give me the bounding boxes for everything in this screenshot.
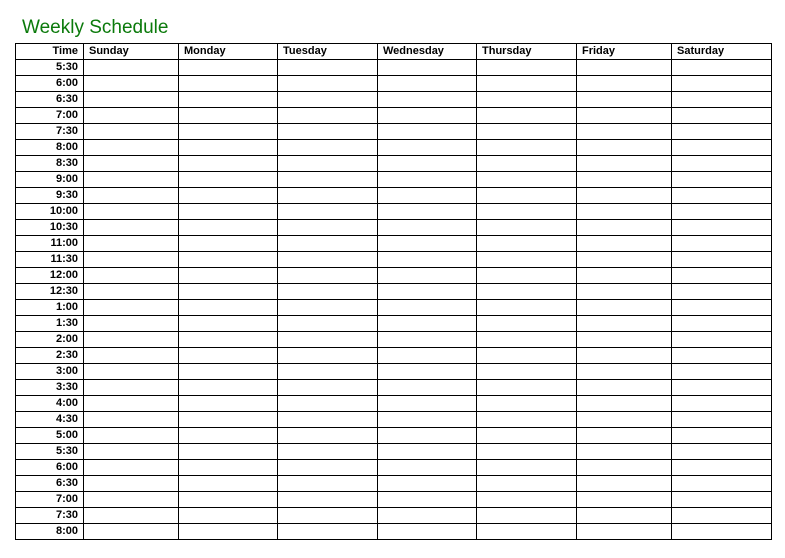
slot-cell-sunday[interactable] bbox=[84, 348, 179, 364]
slot-cell-thursday[interactable] bbox=[477, 492, 577, 508]
table-row bbox=[16, 412, 772, 428]
slot-cell-thursday[interactable] bbox=[477, 444, 577, 460]
table-row bbox=[16, 524, 772, 540]
time-label: 9:30 bbox=[16, 188, 84, 204]
slot-cell-monday[interactable] bbox=[179, 140, 278, 156]
slot-cell-saturday[interactable] bbox=[672, 268, 772, 284]
slot-cell-monday[interactable] bbox=[179, 172, 278, 188]
time-label: 6:00 bbox=[16, 460, 84, 476]
slot-cell-wednesday[interactable] bbox=[378, 220, 477, 236]
time-label: 7:30 bbox=[16, 508, 84, 524]
table-row bbox=[16, 204, 772, 220]
slot-cell-monday[interactable] bbox=[179, 508, 278, 524]
slot-cell-monday[interactable] bbox=[179, 332, 278, 348]
slot-cell-thursday[interactable] bbox=[477, 108, 577, 124]
slot-cell-sunday[interactable] bbox=[84, 124, 179, 140]
slot-cell-saturday[interactable] bbox=[672, 204, 772, 220]
slot-cell-tuesday[interactable] bbox=[278, 332, 378, 348]
table-row bbox=[16, 92, 772, 108]
slot-cell-saturday[interactable] bbox=[672, 476, 772, 492]
slot-cell-monday[interactable] bbox=[179, 364, 278, 380]
slot-cell-saturday[interactable] bbox=[672, 108, 772, 124]
table-row bbox=[16, 508, 772, 524]
slot-cell-wednesday[interactable] bbox=[378, 380, 477, 396]
slot-cell-friday[interactable] bbox=[577, 396, 672, 412]
slot-cell-tuesday[interactable] bbox=[278, 236, 378, 252]
slot-cell-saturday[interactable] bbox=[672, 508, 772, 524]
slot-cell-tuesday[interactable] bbox=[278, 188, 378, 204]
slot-cell-thursday[interactable] bbox=[477, 428, 577, 444]
time-label: 5:30 bbox=[16, 444, 84, 460]
slot-cell-sunday[interactable] bbox=[84, 444, 179, 460]
slot-cell-thursday[interactable] bbox=[477, 252, 577, 268]
slot-cell-monday[interactable] bbox=[179, 284, 278, 300]
table-row bbox=[16, 460, 772, 476]
weekly-schedule-table bbox=[15, 43, 772, 540]
slot-cell-tuesday[interactable] bbox=[278, 380, 378, 396]
slot-cell-thursday[interactable] bbox=[477, 412, 577, 428]
slot-cell-sunday[interactable] bbox=[84, 204, 179, 220]
slot-cell-saturday[interactable] bbox=[672, 460, 772, 476]
day-header-thursday: Thursday bbox=[477, 44, 577, 60]
slot-cell-friday[interactable] bbox=[577, 140, 672, 156]
slot-cell-wednesday[interactable] bbox=[378, 92, 477, 108]
time-label: 12:30 bbox=[16, 284, 84, 300]
slot-cell-friday[interactable] bbox=[577, 508, 672, 524]
slot-cell-friday[interactable] bbox=[577, 172, 672, 188]
table-row bbox=[16, 76, 772, 92]
slot-cell-monday[interactable] bbox=[179, 428, 278, 444]
slot-cell-thursday[interactable] bbox=[477, 60, 577, 76]
slot-cell-friday[interactable] bbox=[577, 220, 672, 236]
slot-cell-thursday[interactable] bbox=[477, 300, 577, 316]
slot-cell-tuesday[interactable] bbox=[278, 444, 378, 460]
slot-cell-saturday[interactable] bbox=[672, 60, 772, 76]
slot-cell-wednesday[interactable] bbox=[378, 492, 477, 508]
slot-cell-saturday[interactable] bbox=[672, 364, 772, 380]
table-row bbox=[16, 220, 772, 236]
slot-cell-wednesday[interactable] bbox=[378, 108, 477, 124]
slot-cell-sunday[interactable] bbox=[84, 316, 179, 332]
slot-cell-wednesday[interactable] bbox=[378, 508, 477, 524]
slot-cell-tuesday[interactable] bbox=[278, 476, 378, 492]
slot-cell-monday[interactable] bbox=[179, 236, 278, 252]
slot-cell-wednesday[interactable] bbox=[378, 76, 477, 92]
slot-cell-sunday[interactable] bbox=[84, 284, 179, 300]
slot-cell-sunday[interactable] bbox=[84, 60, 179, 76]
slot-cell-friday[interactable] bbox=[577, 332, 672, 348]
day-header-friday: Friday bbox=[577, 44, 672, 60]
table-row bbox=[16, 316, 772, 332]
time-label: 3:00 bbox=[16, 364, 84, 380]
slot-cell-monday[interactable] bbox=[179, 156, 278, 172]
time-label: 4:00 bbox=[16, 396, 84, 412]
slot-cell-wednesday[interactable] bbox=[378, 428, 477, 444]
table-row bbox=[16, 396, 772, 412]
slot-cell-wednesday[interactable] bbox=[378, 188, 477, 204]
slot-cell-saturday[interactable] bbox=[672, 444, 772, 460]
slot-cell-tuesday[interactable] bbox=[278, 108, 378, 124]
slot-cell-saturday[interactable] bbox=[672, 156, 772, 172]
slot-cell-sunday[interactable] bbox=[84, 508, 179, 524]
slot-cell-saturday[interactable] bbox=[672, 140, 772, 156]
slot-cell-monday[interactable] bbox=[179, 396, 278, 412]
slot-cell-sunday[interactable] bbox=[84, 396, 179, 412]
slot-cell-sunday[interactable] bbox=[84, 364, 179, 380]
slot-cell-monday[interactable] bbox=[179, 380, 278, 396]
slot-cell-monday[interactable] bbox=[179, 444, 278, 460]
slot-cell-tuesday[interactable] bbox=[278, 156, 378, 172]
slot-cell-thursday[interactable] bbox=[477, 220, 577, 236]
slot-cell-sunday[interactable] bbox=[84, 156, 179, 172]
slot-cell-saturday[interactable] bbox=[672, 492, 772, 508]
slot-cell-thursday[interactable] bbox=[477, 284, 577, 300]
slot-cell-tuesday[interactable] bbox=[278, 396, 378, 412]
time-label: 8:30 bbox=[16, 156, 84, 172]
table-row bbox=[16, 140, 772, 156]
slot-cell-tuesday[interactable] bbox=[278, 220, 378, 236]
slot-cell-tuesday[interactable] bbox=[278, 508, 378, 524]
slot-cell-sunday[interactable] bbox=[84, 428, 179, 444]
time-label: 5:30 bbox=[16, 60, 84, 76]
slot-cell-tuesday[interactable] bbox=[278, 364, 378, 380]
slot-cell-monday[interactable] bbox=[179, 348, 278, 364]
slot-cell-saturday[interactable] bbox=[672, 332, 772, 348]
slot-cell-wednesday[interactable] bbox=[378, 252, 477, 268]
table-row bbox=[16, 252, 772, 268]
slot-cell-friday[interactable] bbox=[577, 460, 672, 476]
slot-cell-friday[interactable] bbox=[577, 156, 672, 172]
day-header-saturday: Saturday bbox=[672, 44, 772, 60]
slot-cell-wednesday[interactable] bbox=[378, 396, 477, 412]
slot-cell-wednesday[interactable] bbox=[378, 60, 477, 76]
slot-cell-tuesday[interactable] bbox=[278, 284, 378, 300]
slot-cell-wednesday[interactable] bbox=[378, 284, 477, 300]
slot-cell-sunday[interactable] bbox=[84, 188, 179, 204]
slot-cell-wednesday[interactable] bbox=[378, 204, 477, 220]
table-row bbox=[16, 268, 772, 284]
slot-cell-tuesday[interactable] bbox=[278, 428, 378, 444]
slot-cell-saturday[interactable] bbox=[672, 236, 772, 252]
time-column-header: Time bbox=[16, 44, 84, 60]
slot-cell-sunday[interactable] bbox=[84, 236, 179, 252]
table-row bbox=[16, 188, 772, 204]
slot-cell-saturday[interactable] bbox=[672, 92, 772, 108]
slot-cell-sunday[interactable] bbox=[84, 252, 179, 268]
slot-cell-wednesday[interactable] bbox=[378, 476, 477, 492]
time-label: 2:00 bbox=[16, 332, 84, 348]
time-label: 6:00 bbox=[16, 76, 84, 92]
time-label: 8:00 bbox=[16, 140, 84, 156]
table-row bbox=[16, 108, 772, 124]
slot-cell-tuesday[interactable] bbox=[278, 524, 378, 540]
slot-cell-monday[interactable] bbox=[179, 524, 278, 540]
slot-cell-friday[interactable] bbox=[577, 412, 672, 428]
slot-cell-wednesday[interactable] bbox=[378, 172, 477, 188]
slot-cell-tuesday[interactable] bbox=[278, 76, 378, 92]
table-row bbox=[16, 300, 772, 316]
table-row bbox=[16, 380, 772, 396]
slot-cell-monday[interactable] bbox=[179, 412, 278, 428]
slot-cell-wednesday[interactable] bbox=[378, 364, 477, 380]
slot-cell-tuesday[interactable] bbox=[278, 492, 378, 508]
time-label: 11:00 bbox=[16, 236, 84, 252]
slot-cell-sunday[interactable] bbox=[84, 172, 179, 188]
slot-cell-wednesday[interactable] bbox=[378, 268, 477, 284]
day-header-monday: Monday bbox=[179, 44, 278, 60]
slot-cell-sunday[interactable] bbox=[84, 460, 179, 476]
slot-cell-tuesday[interactable] bbox=[278, 204, 378, 220]
slot-cell-saturday[interactable] bbox=[672, 428, 772, 444]
slot-cell-thursday[interactable] bbox=[477, 268, 577, 284]
time-label: 1:30 bbox=[16, 316, 84, 332]
slot-cell-thursday[interactable] bbox=[477, 236, 577, 252]
slot-cell-tuesday[interactable] bbox=[278, 316, 378, 332]
time-label: 6:30 bbox=[16, 476, 84, 492]
slot-cell-friday[interactable] bbox=[577, 348, 672, 364]
slot-cell-thursday[interactable] bbox=[477, 92, 577, 108]
time-label: 1:00 bbox=[16, 300, 84, 316]
slot-cell-saturday[interactable] bbox=[672, 252, 772, 268]
table-row bbox=[16, 60, 772, 76]
slot-cell-saturday[interactable] bbox=[672, 124, 772, 140]
slot-cell-tuesday[interactable] bbox=[278, 92, 378, 108]
time-label: 7:00 bbox=[16, 492, 84, 508]
slot-cell-sunday[interactable] bbox=[84, 412, 179, 428]
table-row bbox=[16, 364, 772, 380]
slot-cell-wednesday[interactable] bbox=[378, 124, 477, 140]
time-label: 12:00 bbox=[16, 268, 84, 284]
slot-cell-saturday[interactable] bbox=[672, 348, 772, 364]
table-row bbox=[16, 284, 772, 300]
slot-cell-saturday[interactable] bbox=[672, 380, 772, 396]
slot-cell-monday[interactable] bbox=[179, 60, 278, 76]
day-header-wednesday: Wednesday bbox=[378, 44, 477, 60]
slot-cell-thursday[interactable] bbox=[477, 524, 577, 540]
slot-cell-sunday[interactable] bbox=[84, 476, 179, 492]
slot-cell-monday[interactable] bbox=[179, 460, 278, 476]
slot-cell-monday[interactable] bbox=[179, 492, 278, 508]
time-label: 2:30 bbox=[16, 348, 84, 364]
slot-cell-sunday[interactable] bbox=[84, 332, 179, 348]
slot-cell-tuesday[interactable] bbox=[278, 268, 378, 284]
slot-cell-saturday[interactable] bbox=[672, 396, 772, 412]
slot-cell-saturday[interactable] bbox=[672, 172, 772, 188]
time-label: 6:30 bbox=[16, 92, 84, 108]
slot-cell-thursday[interactable] bbox=[477, 188, 577, 204]
slot-cell-friday[interactable] bbox=[577, 108, 672, 124]
table-row bbox=[16, 492, 772, 508]
slot-cell-sunday[interactable] bbox=[84, 92, 179, 108]
slot-cell-sunday[interactable] bbox=[84, 220, 179, 236]
slot-cell-tuesday[interactable] bbox=[278, 348, 378, 364]
table-row bbox=[16, 428, 772, 444]
slot-cell-friday[interactable] bbox=[577, 444, 672, 460]
slot-cell-saturday[interactable] bbox=[672, 524, 772, 540]
slot-cell-friday[interactable] bbox=[577, 428, 672, 444]
slot-cell-sunday[interactable] bbox=[84, 524, 179, 540]
page-title: Weekly Schedule bbox=[22, 17, 169, 38]
table-row bbox=[16, 332, 772, 348]
slot-cell-monday[interactable] bbox=[179, 108, 278, 124]
slot-cell-monday[interactable] bbox=[179, 76, 278, 92]
time-label: 7:30 bbox=[16, 124, 84, 140]
slot-cell-thursday[interactable] bbox=[477, 332, 577, 348]
slot-cell-wednesday[interactable] bbox=[378, 236, 477, 252]
slot-cell-friday[interactable] bbox=[577, 268, 672, 284]
slot-cell-thursday[interactable] bbox=[477, 76, 577, 92]
slot-cell-monday[interactable] bbox=[179, 92, 278, 108]
slot-cell-wednesday[interactable] bbox=[378, 348, 477, 364]
slot-cell-tuesday[interactable] bbox=[278, 412, 378, 428]
slot-cell-sunday[interactable] bbox=[84, 140, 179, 156]
slot-cell-thursday[interactable] bbox=[477, 316, 577, 332]
slot-cell-tuesday[interactable] bbox=[278, 124, 378, 140]
slot-cell-tuesday[interactable] bbox=[278, 300, 378, 316]
slot-cell-friday[interactable] bbox=[577, 92, 672, 108]
slot-cell-monday[interactable] bbox=[179, 476, 278, 492]
slot-cell-friday[interactable] bbox=[577, 204, 672, 220]
slot-cell-sunday[interactable] bbox=[84, 108, 179, 124]
slot-cell-thursday[interactable] bbox=[477, 124, 577, 140]
slot-cell-tuesday[interactable] bbox=[278, 460, 378, 476]
slot-cell-friday[interactable] bbox=[577, 476, 672, 492]
schedule-body bbox=[16, 60, 772, 540]
day-header-tuesday: Tuesday bbox=[278, 44, 378, 60]
table-row bbox=[16, 172, 772, 188]
time-label: 10:30 bbox=[16, 220, 84, 236]
slot-cell-friday[interactable] bbox=[577, 252, 672, 268]
slot-cell-sunday[interactable] bbox=[84, 380, 179, 396]
slot-cell-wednesday[interactable] bbox=[378, 460, 477, 476]
slot-cell-tuesday[interactable] bbox=[278, 60, 378, 76]
time-label: 3:30 bbox=[16, 380, 84, 396]
slot-cell-thursday[interactable] bbox=[477, 348, 577, 364]
slot-cell-thursday[interactable] bbox=[477, 508, 577, 524]
slot-cell-monday[interactable] bbox=[179, 316, 278, 332]
header-row bbox=[16, 44, 772, 60]
day-header-sunday: Sunday bbox=[84, 44, 179, 60]
slot-cell-friday[interactable] bbox=[577, 492, 672, 508]
table-row bbox=[16, 236, 772, 252]
slot-cell-thursday[interactable] bbox=[477, 476, 577, 492]
slot-cell-friday[interactable] bbox=[577, 284, 672, 300]
slot-cell-wednesday[interactable] bbox=[378, 524, 477, 540]
slot-cell-thursday[interactable] bbox=[477, 396, 577, 412]
slot-cell-friday[interactable] bbox=[577, 364, 672, 380]
slot-cell-tuesday[interactable] bbox=[278, 252, 378, 268]
slot-cell-friday[interactable] bbox=[577, 76, 672, 92]
slot-cell-friday[interactable] bbox=[577, 316, 672, 332]
slot-cell-friday[interactable] bbox=[577, 236, 672, 252]
time-label: 5:00 bbox=[16, 428, 84, 444]
slot-cell-friday[interactable] bbox=[577, 524, 672, 540]
slot-cell-thursday[interactable] bbox=[477, 364, 577, 380]
slot-cell-sunday[interactable] bbox=[84, 76, 179, 92]
slot-cell-sunday[interactable] bbox=[84, 492, 179, 508]
table-row bbox=[16, 156, 772, 172]
time-label: 11:30 bbox=[16, 252, 84, 268]
slot-cell-thursday[interactable] bbox=[477, 460, 577, 476]
slot-cell-tuesday[interactable] bbox=[278, 140, 378, 156]
slot-cell-tuesday[interactable] bbox=[278, 172, 378, 188]
slot-cell-friday[interactable] bbox=[577, 124, 672, 140]
table-row bbox=[16, 348, 772, 364]
slot-cell-wednesday[interactable] bbox=[378, 444, 477, 460]
table-row bbox=[16, 124, 772, 140]
slot-cell-friday[interactable] bbox=[577, 188, 672, 204]
slot-cell-saturday[interactable] bbox=[672, 412, 772, 428]
time-label: 10:00 bbox=[16, 204, 84, 220]
slot-cell-friday[interactable] bbox=[577, 300, 672, 316]
slot-cell-wednesday[interactable] bbox=[378, 332, 477, 348]
slot-cell-sunday[interactable] bbox=[84, 300, 179, 316]
slot-cell-friday[interactable] bbox=[577, 380, 672, 396]
slot-cell-sunday[interactable] bbox=[84, 268, 179, 284]
slot-cell-saturday[interactable] bbox=[672, 188, 772, 204]
slot-cell-monday[interactable] bbox=[179, 268, 278, 284]
slot-cell-saturday[interactable] bbox=[672, 220, 772, 236]
time-label: 8:00 bbox=[16, 524, 84, 540]
slot-cell-wednesday[interactable] bbox=[378, 412, 477, 428]
slot-cell-saturday[interactable] bbox=[672, 300, 772, 316]
slot-cell-thursday[interactable] bbox=[477, 172, 577, 188]
slot-cell-thursday[interactable] bbox=[477, 156, 577, 172]
slot-cell-monday[interactable] bbox=[179, 300, 278, 316]
slot-cell-wednesday[interactable] bbox=[378, 300, 477, 316]
slot-cell-monday[interactable] bbox=[179, 188, 278, 204]
table-row bbox=[16, 444, 772, 460]
time-label: 7:00 bbox=[16, 108, 84, 124]
slot-cell-monday[interactable] bbox=[179, 252, 278, 268]
slot-cell-thursday[interactable] bbox=[477, 204, 577, 220]
slot-cell-saturday[interactable] bbox=[672, 316, 772, 332]
table-row bbox=[16, 476, 772, 492]
time-label: 4:30 bbox=[16, 412, 84, 428]
slot-cell-wednesday[interactable] bbox=[378, 316, 477, 332]
slot-cell-thursday[interactable] bbox=[477, 380, 577, 396]
slot-cell-monday[interactable] bbox=[179, 220, 278, 236]
slot-cell-monday[interactable] bbox=[179, 124, 278, 140]
slot-cell-wednesday[interactable] bbox=[378, 156, 477, 172]
slot-cell-monday[interactable] bbox=[179, 204, 278, 220]
slot-cell-friday[interactable] bbox=[577, 60, 672, 76]
slot-cell-thursday[interactable] bbox=[477, 140, 577, 156]
slot-cell-saturday[interactable] bbox=[672, 76, 772, 92]
time-label: 9:00 bbox=[16, 172, 84, 188]
slot-cell-wednesday[interactable] bbox=[378, 140, 477, 156]
slot-cell-saturday[interactable] bbox=[672, 284, 772, 300]
